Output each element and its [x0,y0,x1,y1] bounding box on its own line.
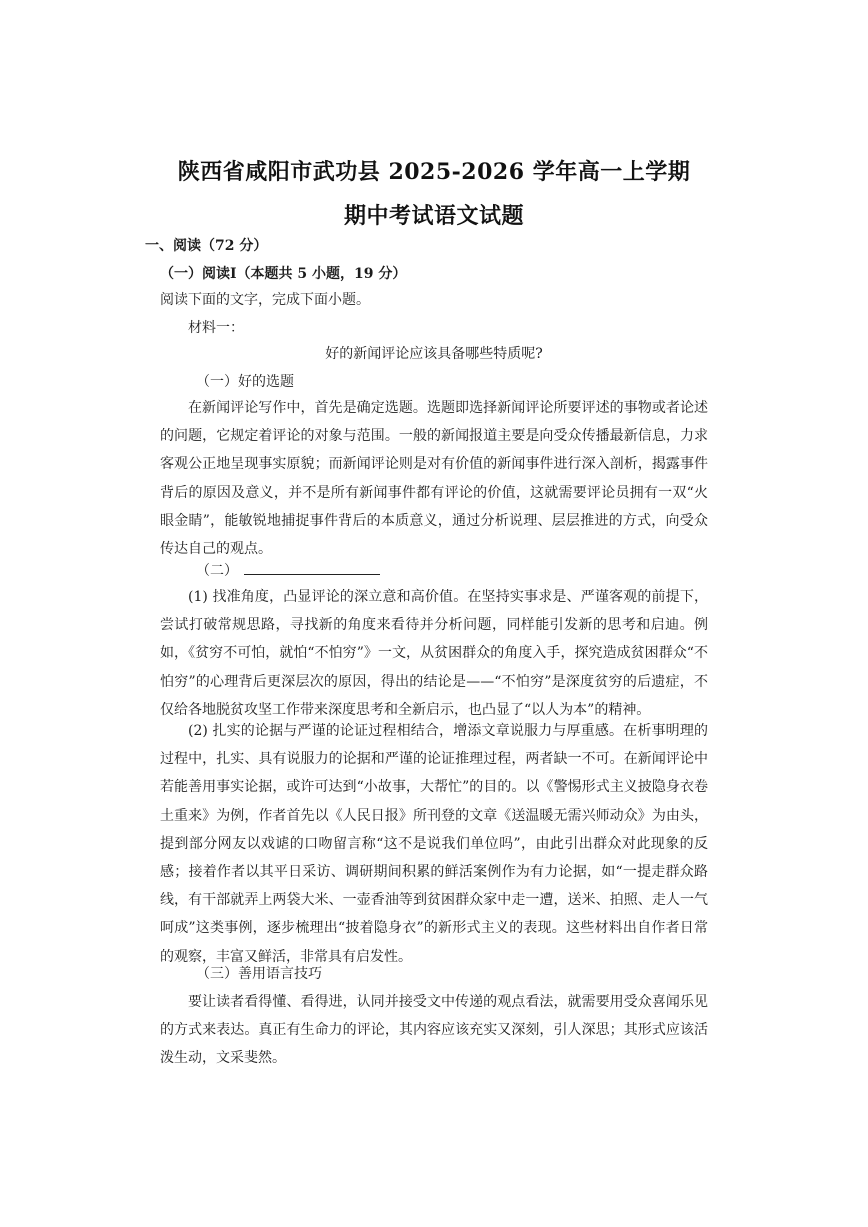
part2-point2: (2) 扎实的论据与严谨的论证过程相结合，增添文章说服力与厚重感。在析事明理的过程中，扎实、具有说服力的论据和严谨的论证推理过程，两者缺一不可。在新闻评论中若能善用事实论据，或许可达到“小故事，大帮忙”的目的。以《警惕形式主义披隐身衣卷土重来》为例，作者首先以《人民日报》所刊登的文章《送温暖无需兴师动众》为由头，提到部分网友以戏谑的口吻留言称“这不是说我们单位吗”，由此引出群众对此现象的反感；接着作者以其平日采访、调研期间积累的鲜活案例作为有力论据，如“一提走群众路线，有干部就弄上两袋大米、一壶香油等到贫困群众家中走一遭，送米、拍照、走人一气呵成”这类事例，逐步梳理出“披着隐身衣”的新形式主义的表现。这些材料出自作者日常的观察，丰富又鲜活，非常具有启发性。 [160,723,708,965]
part2-answer-blank[interactable] [244,560,380,575]
part3-heading: （三）善用语言技巧 [196,966,322,982]
material-label: 材料一： [188,320,244,336]
part2-point1: (1) 找准角度，凸显评论的深立意和高价值。在坚持实事求是、严谨客观的前提下，尝试打破常规思路，寻找新的角度来看待并分析问题，同样能引发新的思考和启迪。例如，《贫穷不可怕，就怕“不怕穷”》一文，从贫困群众的角度入手，探究造成贫困群众“不怕穷”的心理背后更深层次的原因，得出的结论是——“不怕穷”是深度贫穷的后遗症，不仅给各地脱贫攻坚工作带来深度思考和全新启示，也凸显了“以人为本”的精神。 [160,589,708,718]
part3-paragraph: 要让读者看得懂、看得进，认同并接受文中传递的观点看法，就需要用受众喜闻乐见的方式来表达。真正有生命力的评论，其内容应该充实又深刻，引人深思；其形式应该活泼生动，文采斐然。 [160,994,708,1067]
instruction-text: 阅读下面的文字，完成下面小题。 [160,292,370,308]
part1-paragraph: 在新闻评论写作中，首先是确定选题。选题即选择新闻评论所要评述的事物或者论述的问题，它规定着评论的对象与范围。一般的新闻报道主要是向受众传播最新信息，力求客观公正地呈现事实原貌；而新闻评论则是对有价值的新闻事件进行深入剖析，揭露事件背后的原因及意义，并不是所有新闻事件都有评论的价值，这就需要评论员拥有一双“火眼金睛”，能敏锐地捕捉事件背后的本质意义，通过分析说理、层层推进的方式，向受众传达自己的观点。 [160,400,708,558]
exam-title-line1: 陕西省咸阳市武功县 2025-2026 学年高一上学期 [177,159,691,185]
exam-title-line2: 期中考试语文试题 [343,203,524,229]
subsection-heading: （一）阅读Ⅰ（本题共 5 小题，19 分） [160,266,407,282]
part1-heading: （一）好的选题 [196,374,294,390]
article-title: 好的新闻评论应该具备哪些特质呢? [325,346,543,362]
section-heading: 一、阅读（72 分） [145,238,268,254]
part2-heading: （二） [196,563,238,579]
part2-heading-row [196,560,380,581]
